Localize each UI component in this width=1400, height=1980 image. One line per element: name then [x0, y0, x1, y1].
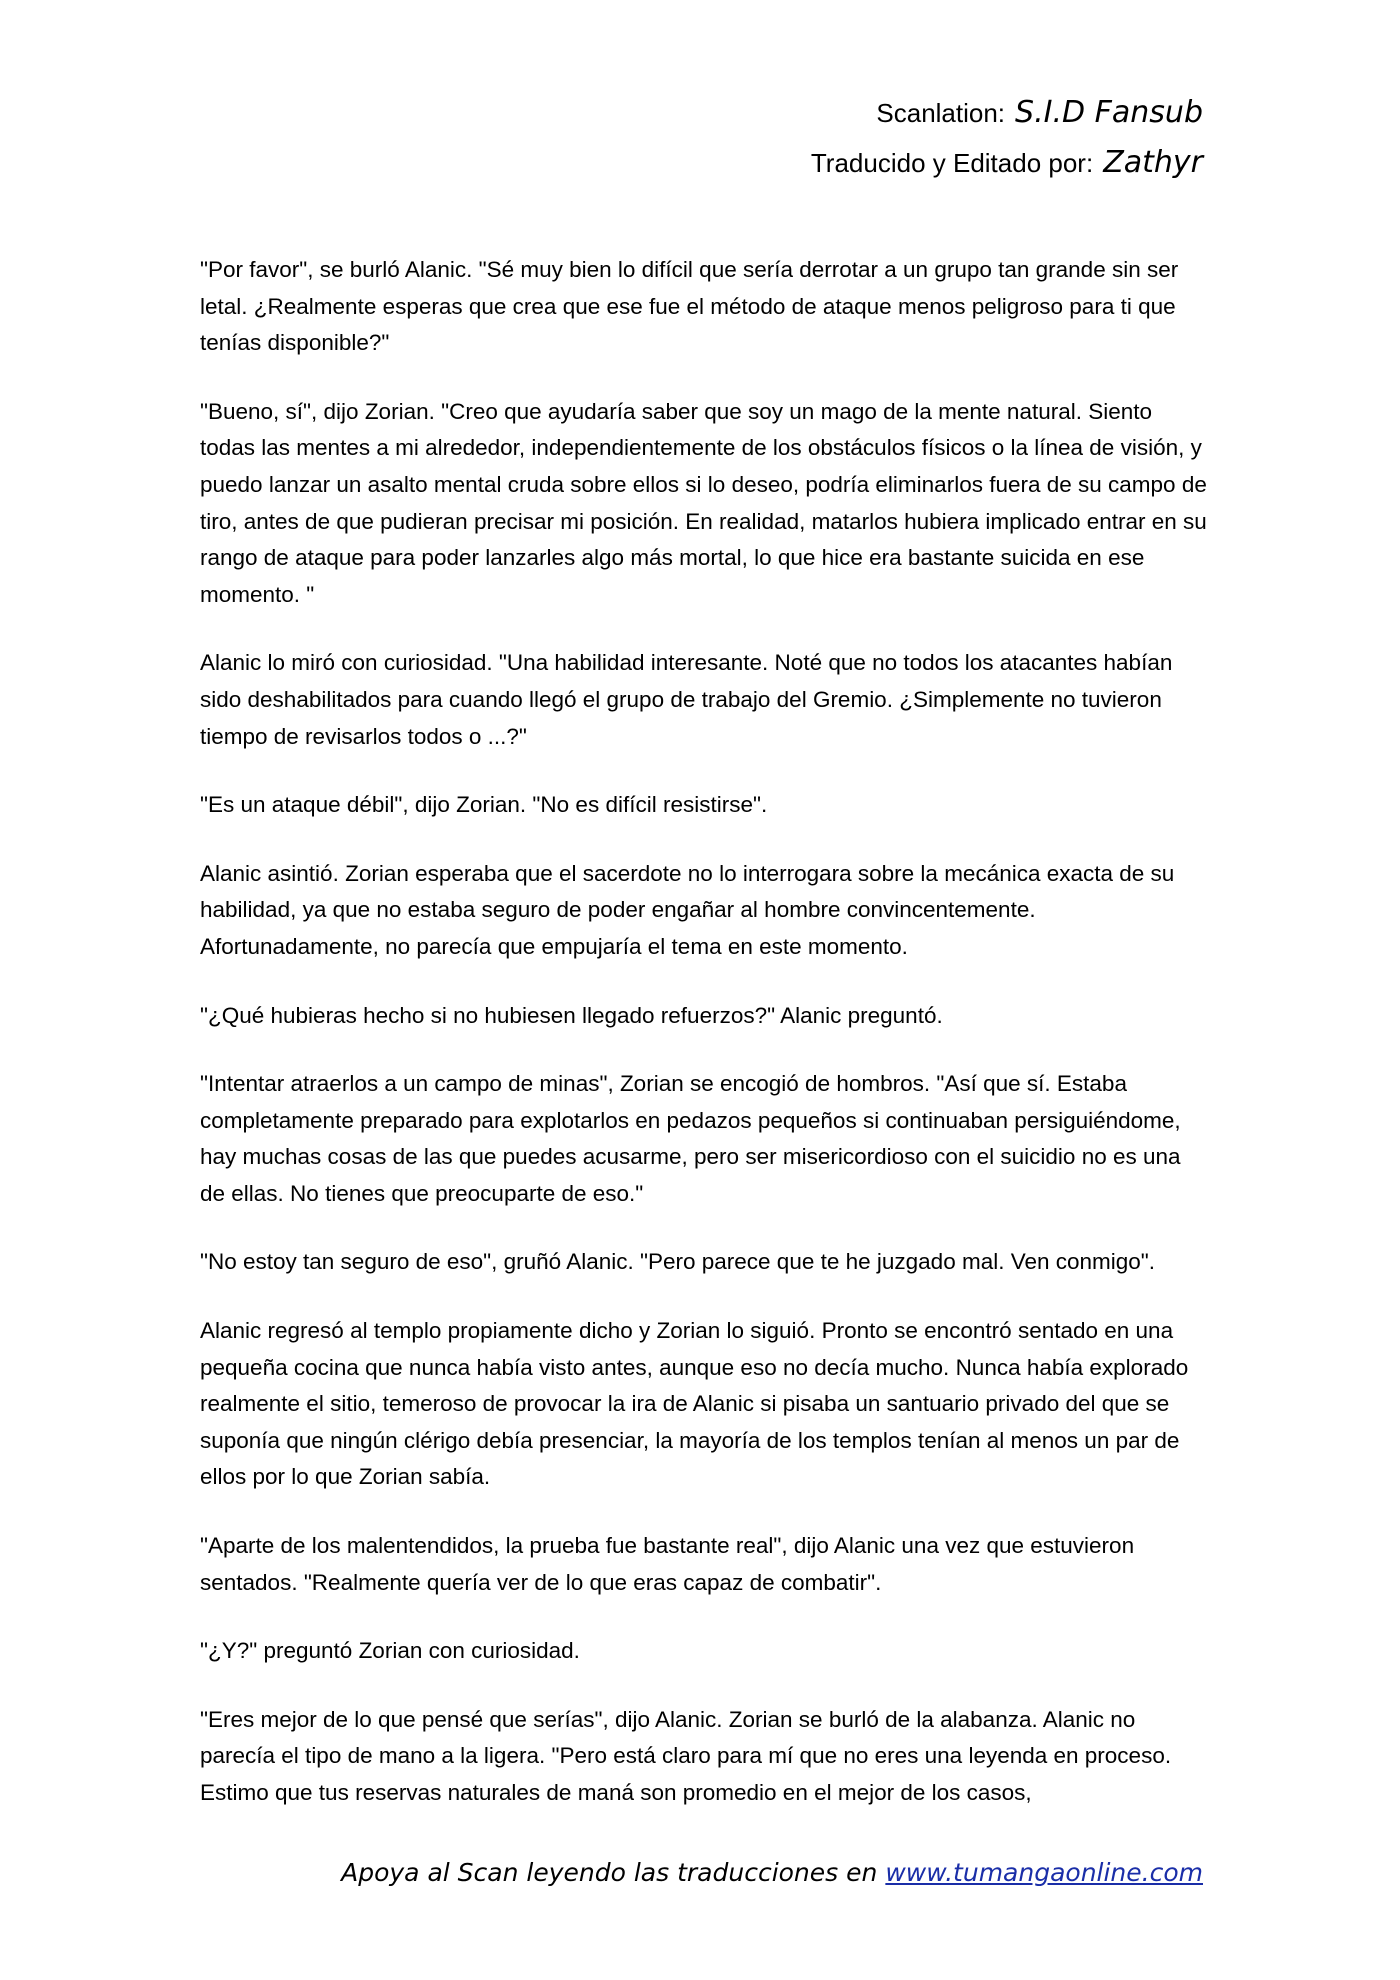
- paragraph-4: "Es un ataque débil", dijo Zorian. "No es difícil resistirse".: [200, 792, 768, 818]
- paragraph-9: Alanic regresó al templo propiamente dicho y Zorian lo siguió. Pronto se encontró sentado en una pequeña cocina que nunca había visto antes, aunque eso no decía mucho. Nunca había explorado realmente el sitio, temeroso de provocar la ira de Alanic si pisaba un santuario privado del que se suponía que ningún clérigo debía presenciar, la mayoría de los templos tenían al menos un par de ellos por lo que Zorian sabía.: [200, 1318, 1189, 1490]
- scanlation-name: S.I.D Fansub: [1015, 95, 1203, 130]
- translator-label: Traducido y Editado por:: [810, 148, 1094, 178]
- paragraph-2: "Bueno, sí", dijo Zorian. "Creo que ayudaría saber que soy un mago de la mente natural. Siento todas las mentes a mi alrededor, independientemente de los obstáculos físicos o la línea de visión, y puedo lanzar un asalto mental cruda sobre ellos si lo deseo, podría eliminarlos fuera de su campo de tiro, antes de que pudieran precisar mi posición. En realidad, matarlos hubiera implicado entrar en su rango de ataque para poder lanzarles algo más mortal, lo que hice era bastante suicida en ese momento. ": [200, 398, 1207, 607]
- paragraph-7: "Intentar atraerlos a un campo de minas", Zorian se encogió de hombros. "Así que sí. Estaba completamente preparado para explotarlos en pedazos pequeños si continuaban persiguiéndome, hay muchas cosas de las que puedes acusarme, pero ser misericordioso con el suicidio no es una de ellas. No tienes que preocuparte de eso.": [200, 1071, 1181, 1206]
- paragraph-11: "¿Y?" preguntó Zorian con curiosidad.: [200, 1638, 580, 1664]
- paragraph-8: "No estoy tan seguro de eso", gruñó Alanic. "Pero parece que te he juzgado mal. Ven conmigo".: [200, 1249, 1156, 1275]
- paragraph-6: "¿Qué hubieras hecho si no hubiesen llegado refuerzos?" Alanic preguntó.: [200, 1002, 943, 1028]
- credits-header: [811, 88, 1203, 188]
- scanlation-label: Scanlation:: [876, 98, 1006, 128]
- paragraph-10: "Aparte de los malentendidos, la prueba fue bastante real", dijo Alanic una vez que estuvieron sentados. "Realmente quería ver de lo que eras capaz de combatir".: [200, 1533, 1135, 1595]
- support-footer: [341, 1858, 1203, 1887]
- story-body: [200, 252, 1210, 1844]
- paragraph-1: "Por favor", se burló Alanic. "Sé muy bien lo difícil que sería derrotar a un grupo tan grande sin ser letal. ¿Realmente esperas que crea que ese fue el método de ataque menos peligroso para ti que tenías disponible?": [200, 257, 1179, 356]
- translator-credit: [811, 138, 1203, 188]
- paragraph-3: Alanic lo miró con curiosidad. "Una habilidad interesante. Noté que no todos los atacantes habían sido deshabilitados para cuando llegó el grupo de trabajo del Gremio. ¿Simplemente no tuvieron tiempo de revisarlos todos o ...?": [200, 650, 1173, 749]
- translator-name: Zathyr: [1103, 145, 1203, 180]
- scanlation-credit: [811, 88, 1203, 138]
- paragraph-12: "Eres mejor de lo que pensé que serías", dijo Alanic. Zorian se burló de la alabanza. Alanic no parecía el tipo de mano a la ligera. "Pero está claro para mí que no eres una leyenda en proceso. Estimo que tus reservas naturales de maná son promedio en el mejor de los casos,: [200, 1706, 1172, 1805]
- paragraph-5: Alanic asintió. Zorian esperaba que el sacerdote no lo interrogara sobre la mecánica exacta de su habilidad, ya que no estaba seguro de poder engañar al hombre convincentemente. Afortunadamente, no parecía que empujaría el tema en este momento.: [200, 860, 1175, 959]
- footer-link[interactable]: www.tumangaonline.com: [885, 1858, 1203, 1887]
- footer-text: Apoya al Scan leyendo las traducciones en: [341, 1858, 878, 1887]
